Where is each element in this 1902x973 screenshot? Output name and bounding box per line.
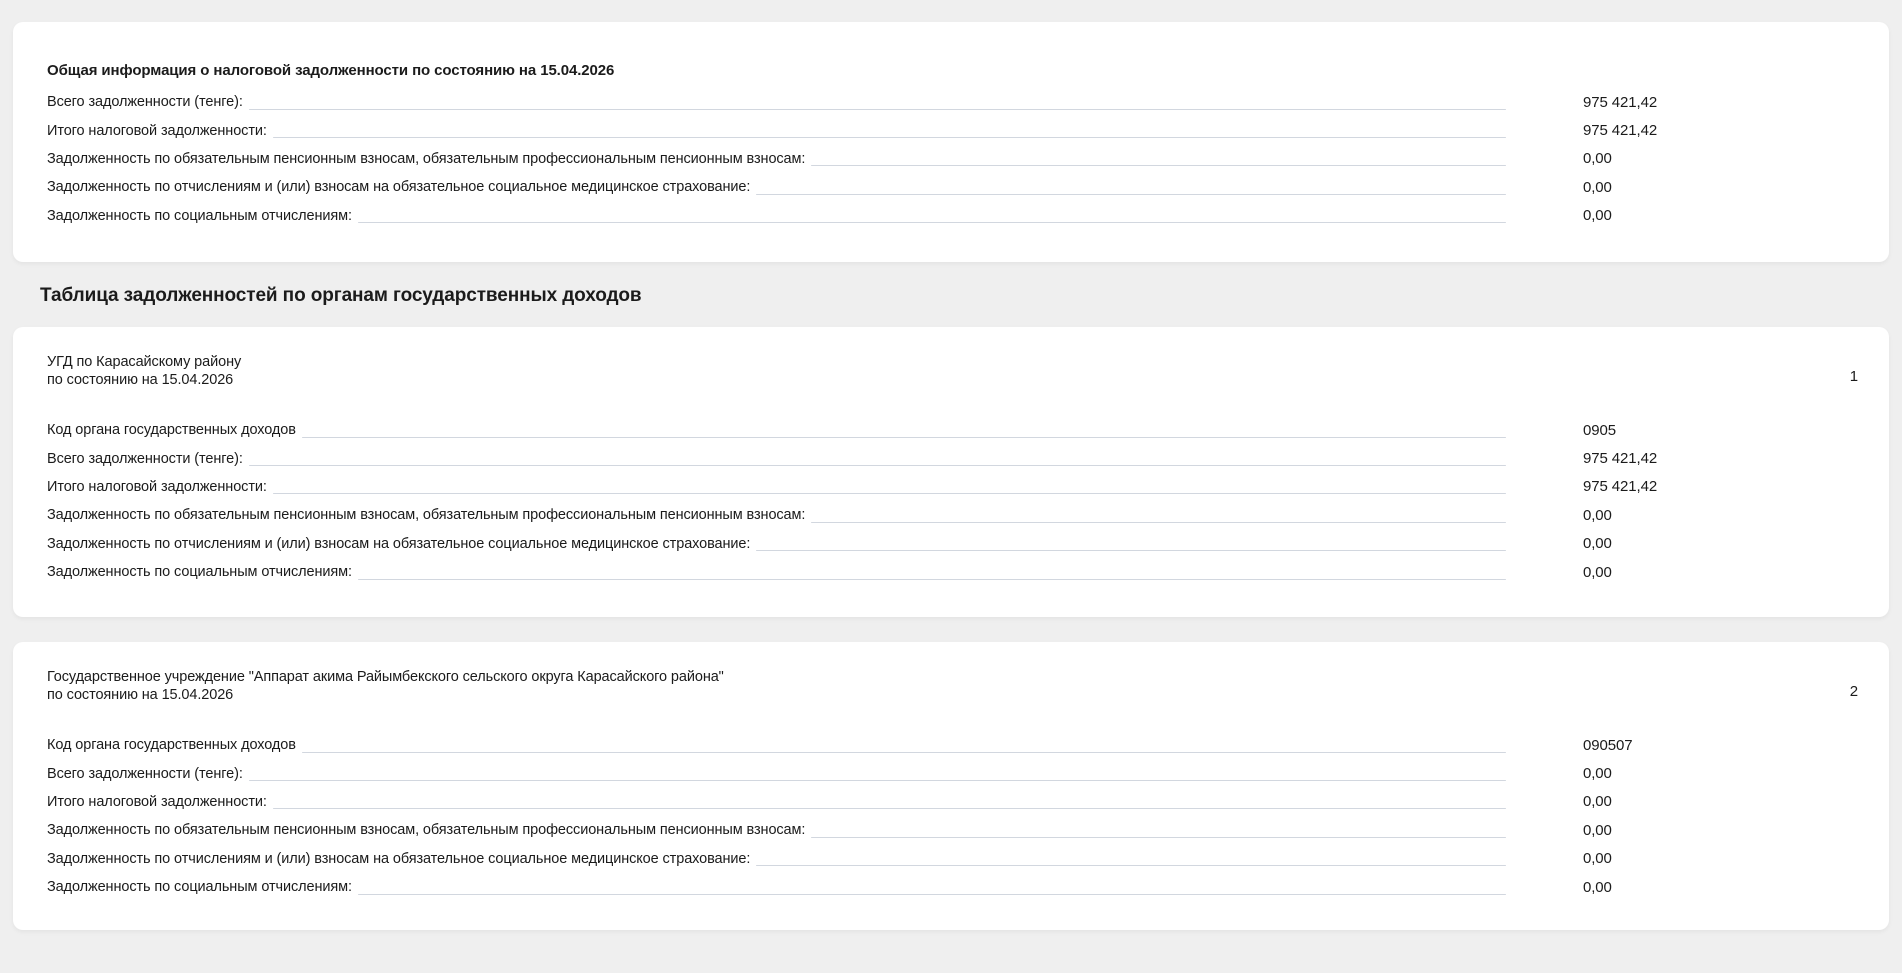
- debt-row: [47, 473, 1855, 501]
- debt-row-value: 975 421,42: [1583, 122, 1658, 140]
- org-card-number: 2: [1849, 683, 1858, 700]
- leader-line: [249, 780, 1506, 781]
- leader-line: [273, 808, 1506, 809]
- debt-row-label: Задолженность по обязательным пенсионным взносам, обязательным профессиональным пенсионным взносам:: [47, 150, 806, 167]
- debt-row-label: Задолженность по отчислениям и (или) взносам на обязательное социальное медицинское страхование:: [47, 535, 751, 552]
- debt-row-value: 975 421,42: [1583, 478, 1658, 496]
- summary-rows: [47, 88, 1855, 230]
- debt-row: [47, 416, 1855, 444]
- leader-line: [756, 865, 1506, 866]
- debt-row-label: Код органа государственных доходов: [47, 737, 296, 754]
- summary-card-title: Общая информация о налоговой задолженности по состоянию на 15.04.2026: [47, 62, 615, 79]
- debt-row-value: 0,00: [1583, 793, 1612, 811]
- org-name: УГД по Карасайскому району: [47, 354, 242, 370]
- org-debt-card-1: [13, 327, 1889, 617]
- leader-line: [302, 752, 1506, 753]
- debt-row: [47, 173, 1855, 201]
- debt-row: [47, 116, 1855, 144]
- debt-row-value: 0,00: [1583, 850, 1612, 868]
- debt-row-value: 0,00: [1583, 765, 1612, 783]
- org-debt-card-2: [13, 642, 1889, 930]
- debt-row-value: 975 421,42: [1583, 93, 1658, 111]
- org-card-header: [47, 327, 1547, 389]
- debt-row: [47, 202, 1855, 230]
- leader-line: [302, 437, 1506, 438]
- debt-row-value: 0,00: [1583, 506, 1612, 524]
- debt-row-value: 0,00: [1583, 207, 1612, 225]
- debt-row-value: 975 421,42: [1583, 450, 1658, 468]
- debt-row: [47, 816, 1855, 844]
- leader-line: [358, 894, 1506, 895]
- debt-row: [47, 845, 1855, 873]
- debt-row-label: Задолженность по социальным отчислениям:: [47, 564, 352, 581]
- leader-line: [756, 550, 1506, 551]
- leader-line: [358, 222, 1506, 223]
- debt-row-label: Задолженность по отчислениям и (или) взносам на обязательное социальное медицинское страхование:: [47, 179, 751, 196]
- debt-row-label: Всего задолженности (тенге):: [47, 94, 243, 111]
- leader-line: [273, 137, 1506, 138]
- debt-row: [47, 88, 1855, 116]
- debt-row-value: 0,00: [1583, 150, 1612, 168]
- debt-row-label: Задолженность по обязательным пенсионным взносам, обязательным профессиональным пенсионным взносам:: [47, 507, 806, 524]
- debt-row-label: Всего задолженности (тенге):: [47, 450, 243, 467]
- debt-row-label: Задолженность по социальным отчислениям:: [47, 879, 352, 896]
- debt-row: [47, 873, 1855, 901]
- debt-row-value: 0,00: [1583, 178, 1612, 196]
- org-as-of-date: по состоянию на 15.04.2026: [47, 372, 234, 388]
- leader-line: [273, 493, 1506, 494]
- debt-row-label: Итого налоговой задолженности:: [47, 478, 267, 495]
- debt-row-label: Итого налоговой задолженности:: [47, 122, 267, 139]
- debt-row-value: 0,00: [1583, 563, 1612, 581]
- debt-row-label: Всего задолженности (тенге):: [47, 765, 243, 782]
- leader-line: [358, 579, 1506, 580]
- leader-line: [756, 194, 1506, 195]
- tax-debt-summary-card: [13, 22, 1889, 262]
- leader-line: [249, 465, 1506, 466]
- debt-row-label: Итого налоговой задолженности:: [47, 793, 267, 810]
- debt-row-value: 0905: [1583, 421, 1616, 439]
- org-card-header: [47, 642, 1547, 704]
- debt-row: [47, 530, 1855, 558]
- leader-line: [249, 109, 1506, 110]
- debt-row-label: Задолженность по обязательным пенсионным взносам, обязательным профессиональным пенсионным взносам:: [47, 822, 806, 839]
- section-heading: Таблица задолженностей по органам государственных доходов: [40, 285, 642, 306]
- debt-row-value: 0,00: [1583, 878, 1612, 896]
- debt-row-value: 0,00: [1583, 535, 1612, 553]
- org-as-of-date: по состоянию на 15.04.2026: [47, 687, 234, 703]
- org-rows: [47, 731, 1855, 901]
- debt-row: [47, 558, 1855, 586]
- leader-line: [811, 837, 1506, 838]
- org-name: Государственное учреждение "Аппарат акима Райымбекского сельского округа Карасайского района": [47, 669, 724, 685]
- debt-row-label: Код органа государственных доходов: [47, 422, 296, 439]
- debt-row-value: 090507: [1583, 736, 1633, 754]
- debt-row: [47, 501, 1855, 529]
- leader-line: [811, 522, 1506, 523]
- debt-row: [47, 145, 1855, 173]
- leader-line: [811, 165, 1506, 166]
- debt-row-label: Задолженность по социальным отчислениям:: [47, 207, 352, 224]
- org-card-number: 1: [1849, 368, 1858, 385]
- org-rows: [47, 416, 1855, 586]
- debt-row: [47, 788, 1855, 816]
- debt-row-value: 0,00: [1583, 821, 1612, 839]
- debt-row: [47, 759, 1855, 787]
- debt-row: [47, 444, 1855, 472]
- debt-row-label: Задолженность по отчислениям и (или) взносам на обязательное социальное медицинское страхование:: [47, 850, 751, 867]
- debt-row: [47, 731, 1855, 759]
